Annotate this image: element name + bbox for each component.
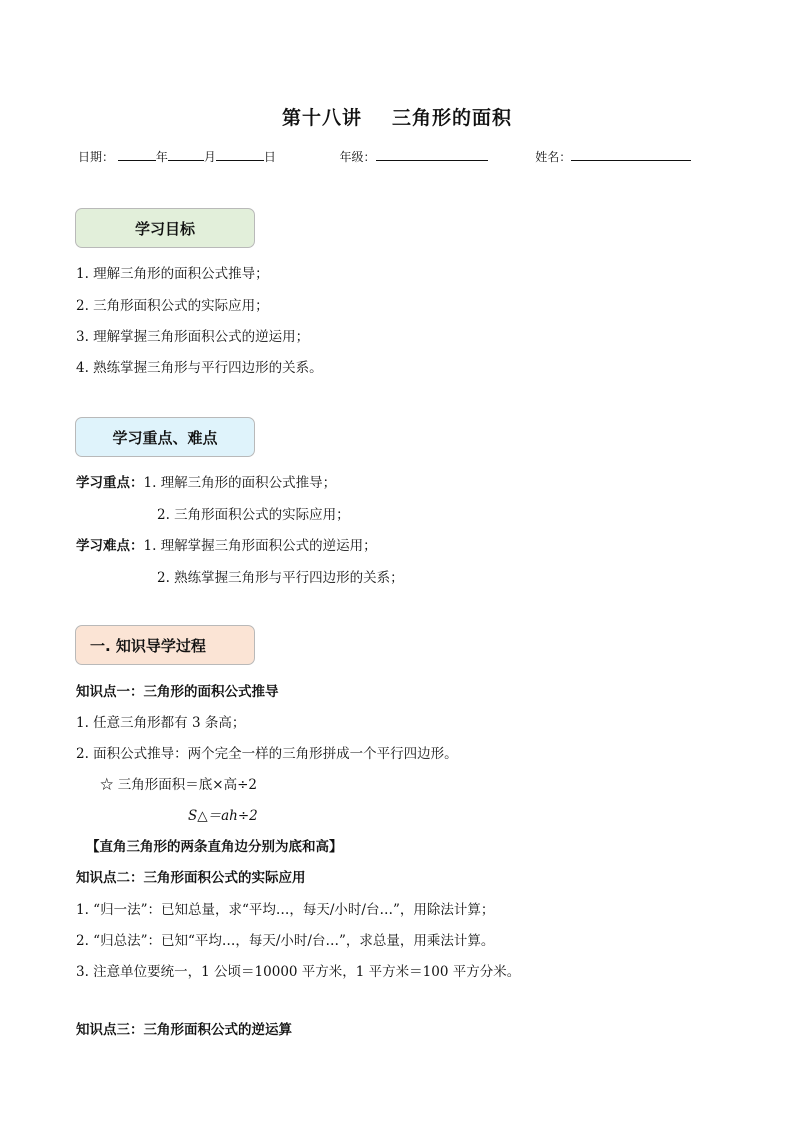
goal-item-3: 3. 理解掌握三角形面积公式的逆运用；: [76, 329, 310, 345]
point1-item-2: 2. 面积公式推导：两个完全一样的三角形拼成一个平行四边形。: [76, 746, 458, 762]
hard-point-item-1: 1. 理解掌握三角形面积公式的逆运用；: [143, 538, 377, 554]
hard-points-row-1: [76, 534, 377, 554]
goals-heading: 学习目标: [134, 219, 195, 238]
key-points-heading-box: [75, 417, 255, 457]
point2-title: 知识点二：三角形面积公式的实际应用: [76, 870, 306, 886]
day-label: 日: [263, 150, 276, 164]
goal-item-4: 4. 熟练掌握三角形与平行四边形的关系。: [76, 360, 323, 376]
point1-title: 知识点一：三角形的面积公式推导: [76, 684, 279, 700]
formula-symbol: S△＝ah÷2: [188, 808, 258, 824]
name-blank[interactable]: [571, 148, 691, 161]
goal-item-2: 2. 三角形面积公式的实际应用；: [76, 298, 269, 314]
key-points-heading: 学习重点、难点: [112, 428, 218, 447]
hard-points-label: 学习难点：: [76, 538, 144, 554]
goals-heading-box: [75, 208, 255, 248]
key-point-item-2: 2. 三角形面积公式的实际应用；: [157, 507, 350, 523]
grade-label: 年级：: [339, 150, 376, 164]
process-heading: 一. 知识导学过程: [90, 636, 206, 655]
key-points-label: 学习重点：: [76, 475, 144, 491]
point3-title: 知识点三：三角形面积公式的逆运算: [76, 1022, 292, 1038]
point2-item-1: 1. “归一法”：已知总量，求“平均…，每天/小时/台…”，用除法计算；: [76, 902, 495, 918]
point2-item-2: 2. “归总法”：已知“平均…，每天/小时/台…”，求总量，用乘法计算。: [76, 933, 495, 949]
hard-point-item-2: 2. 熟练掌握三角形与平行四边形的关系；: [157, 570, 404, 586]
date-label: 日期：: [78, 150, 115, 164]
lecture-topic: 三角形的面积: [392, 107, 513, 129]
month-label: 月: [203, 150, 216, 164]
key-point-item-1: 1. 理解三角形的面积公式推导；: [143, 475, 337, 491]
right-triangle-note: 【直角三角形的两条直角边分别为底和高】: [86, 839, 343, 855]
process-heading-box: [75, 625, 255, 665]
month-blank[interactable]: [168, 148, 204, 161]
point2-item-3: 3. 注意单位要统一，1 公顷＝10000 平方米，1 平方米＝100 平方分米。: [76, 964, 521, 980]
lecture-number: 第十八讲: [281, 107, 362, 129]
name-label: 姓名：: [535, 150, 572, 164]
formula-text: ☆ 三角形面积＝底×高÷2: [100, 777, 258, 793]
goal-item-1: 1. 理解三角形的面积公式推导；: [76, 266, 269, 282]
grade-blank[interactable]: [376, 148, 488, 161]
page-title: [0, 103, 794, 130]
student-info-line: [78, 148, 691, 165]
day-blank[interactable]: [216, 148, 264, 161]
point1-item-1: 1. 任意三角形都有 3 条高；: [76, 715, 246, 731]
key-points-row-1: [76, 471, 336, 491]
year-label: 年: [155, 150, 168, 164]
year-blank[interactable]: [118, 148, 156, 161]
